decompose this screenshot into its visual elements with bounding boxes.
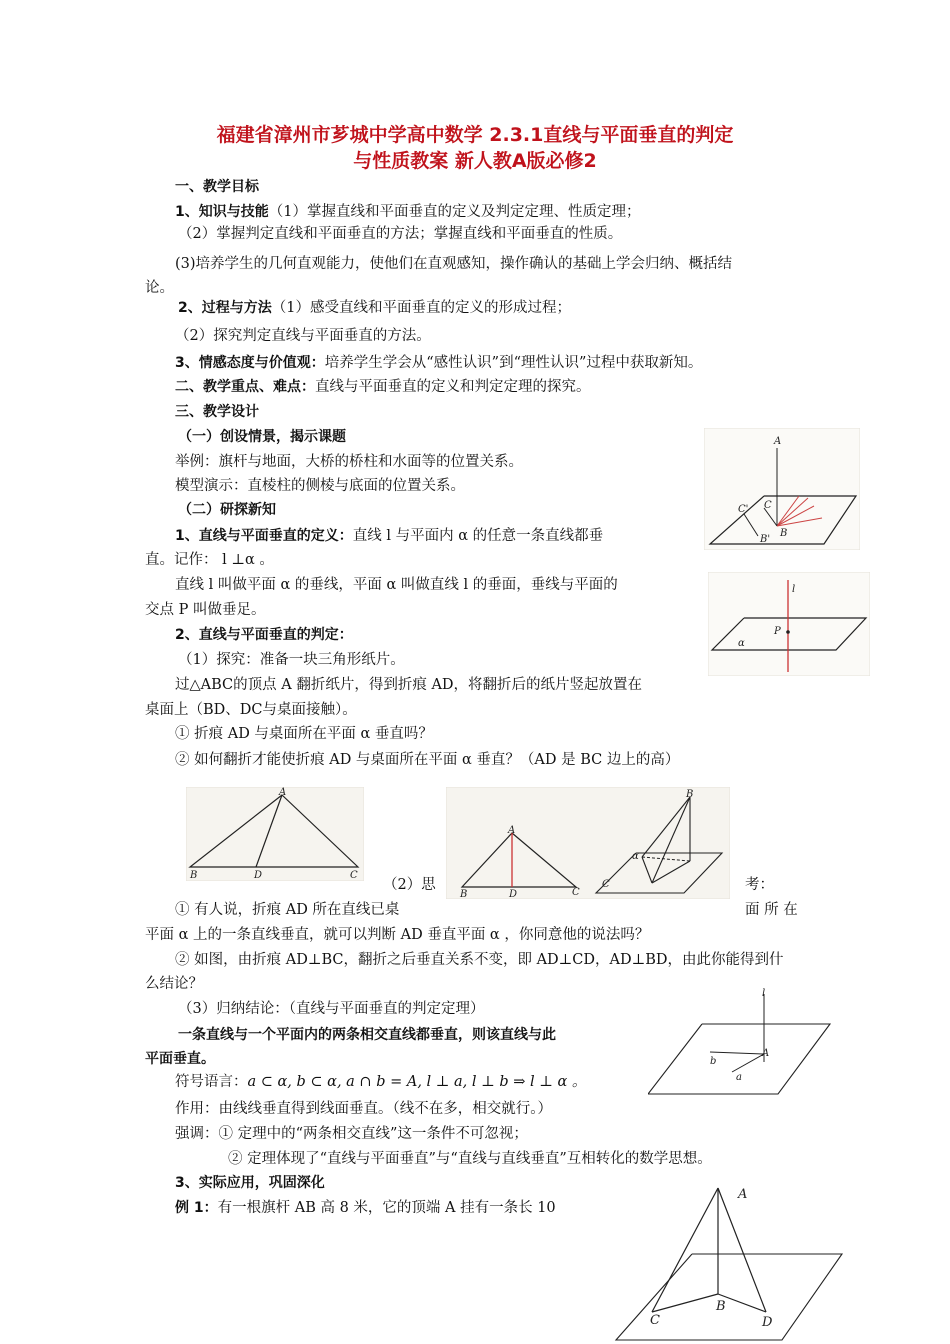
usage-text: 作用：由线线垂直得到线面垂直。（线不在多，相交就行。）: [175, 1101, 552, 1117]
document-title-line2: 与性质教案 新人教A版必修2: [353, 150, 597, 172]
definition-text-b: 直。记作： l ⊥α 。: [145, 552, 274, 568]
fig3-label-2: D: [254, 870, 263, 881]
fig1-label-1: C': [738, 504, 749, 515]
example1-label: 例 1：: [175, 1200, 218, 1216]
fig1-label-0: A: [774, 436, 782, 447]
fig1-label-2: C: [764, 500, 772, 511]
process-label: 2、过程与方法: [178, 300, 272, 316]
question-1: ① 折痕 AD 与桌面所在平面 α 垂直吗？: [175, 726, 433, 742]
think-label-left: （2）思: [383, 877, 436, 893]
knowledge-line-1: [175, 202, 640, 222]
subheading-explore: （二）研探新知: [178, 502, 276, 518]
think-2b: 么结论？: [145, 976, 203, 992]
emotion-label: 3、情感态度与价值观：: [175, 355, 325, 371]
emphasis-1: 强调：① 定理中的“两条相交直线”这一条件不可忽视；: [175, 1126, 528, 1142]
fig6-label-2: C: [650, 1313, 660, 1328]
fig3-label-3: C: [350, 870, 358, 881]
fig3-label-1: B: [190, 870, 198, 881]
definition-label: 1、直线与平面垂直的定义：: [175, 528, 353, 544]
example1-text: 有一根旗杆 AB 高 8 米，它的顶端 A 挂有一条长 10: [217, 1200, 556, 1216]
application-heading: 3、实际应用，巩固深化: [175, 1175, 325, 1191]
figure-theorem: [648, 984, 832, 1096]
figure-line-perp-plane: [704, 428, 860, 550]
definition-text-a: 直线 l 与平面内 α 的任意一条直线都垂: [352, 528, 604, 544]
fig4-label-0: A: [508, 825, 516, 836]
process-line-1: [178, 298, 571, 318]
fig1-label-4: B: [780, 528, 788, 539]
fig6-label-3: D: [762, 1315, 773, 1330]
fig4-label-1: B: [460, 889, 468, 899]
subheading-scenario: （一）创设情景，揭示课题: [178, 429, 346, 445]
knowledge-label: 1、知识与技能: [175, 204, 269, 220]
heading-design: 三、教学设计: [175, 404, 259, 420]
fig5-label-3: a: [736, 1072, 742, 1083]
figure-fold-standing: [446, 787, 730, 899]
inquiry-2: 过△ABC的顶点 A 翻折纸片，得到折痕 AD，将翻折后的纸片竖起放置在: [175, 677, 643, 693]
emotion-line: [175, 353, 702, 373]
theorem-a: 一条直线与一个平面内的两条相交直线都垂直，则该直线与此: [178, 1027, 556, 1043]
fig6-label-0: A: [738, 1187, 748, 1202]
fig3-label-0: A: [279, 787, 287, 798]
inquiry-1: （1）探究：准备一块三角形纸片。: [178, 652, 405, 668]
process-item-1: （1）感受直线和平面垂直的定义的形成过程；: [271, 300, 571, 316]
summary-text: （3）归纳结论：（直线与平面垂直的判定定理）: [178, 1001, 485, 1017]
fig2-label-0: l: [792, 584, 796, 595]
figure-triangle-fold: [186, 787, 364, 881]
fig5-label-1: b: [710, 1056, 717, 1067]
keypoints-line: [175, 377, 591, 397]
foot-text-b: 交点 P 叫做垂足。: [145, 602, 266, 618]
keypoints-text: 直线与平面垂直的定义和判定定理的探究。: [315, 379, 591, 395]
fig1-label-3: B': [760, 534, 771, 545]
fig4-label-3: C: [572, 887, 580, 898]
think-2a: ② 如图，由折痕 AD⊥BC，翻折之后垂直关系不变，即 AD⊥CD，AD⊥BD，由此你能得到什: [175, 952, 784, 968]
fig4-label-6: C: [602, 879, 610, 890]
symbol-label: 符号语言：: [175, 1074, 248, 1090]
theorem-b: 平面垂直。: [145, 1051, 215, 1067]
process-item-2: （2）探究判定直线与平面垂直的方法。: [175, 328, 431, 344]
fig5-label-0: l: [762, 988, 766, 999]
model-text: 模型演示：直棱柱的侧棱与底面的位置关系。: [175, 478, 465, 494]
inquiry-3: 桌面上（BD、DC与桌面接触）。: [145, 702, 357, 718]
fig6-label-1: B: [716, 1299, 726, 1314]
fig2-label-1: P: [774, 626, 781, 637]
figure-foot-of-perpendicular: [708, 572, 870, 676]
fig2-label-2: α: [738, 638, 745, 649]
symbol-formula: a ⊂ α, b ⊂ α, a ∩ b = A, l ⊥ a, l ⊥ b ⇒ l ⊥ α 。: [247, 1074, 587, 1090]
document-title-line1: 福建省漳州市芗城中学高中数学 2.3.1直线与平面垂直的判定: [216, 124, 734, 146]
think-label-right: 考：: [745, 877, 774, 893]
question-2: ② 如何翻折才能使折痕 AD 与桌面所在平面 α 垂直？（AD 是 BC 边上的高）: [175, 752, 680, 768]
figure-flagpole: [612, 1182, 844, 1342]
example-text: 举例：旗杆与地面，大桥的桥柱和水面等的位置关系。: [175, 454, 523, 470]
knowledge-item-3b: 论。: [145, 280, 174, 296]
fig4-label-4: B: [686, 789, 694, 800]
definition-line-a: [175, 526, 603, 546]
fig5-label-2: A: [762, 1048, 770, 1059]
emotion-text: 培养学生学会从“感性认识”到“理性认识”过程中获取新知。: [324, 355, 703, 371]
knowledge-item-1: （1）掌握直线和平面垂直的定义及判定定理、性质定理；: [268, 204, 641, 220]
judgement-label: 2、直线与平面垂直的判定：: [175, 627, 353, 643]
fig4-label-2: D: [509, 889, 518, 899]
think-1-right: 面 所 在: [745, 902, 798, 918]
heading-objectives: 一、教学目标: [175, 179, 259, 195]
knowledge-item-3a: (3)培养学生的几何直观能力，使他们在直观感知，操作确认的基础上学会归纳、概括结: [175, 256, 733, 272]
emphasis-2: ② 定理体现了“直线与平面垂直”与“直线与直线垂直”互相转化的数学思想。: [228, 1151, 712, 1167]
example1-line: [175, 1198, 556, 1218]
symbol-line: [175, 1072, 586, 1092]
fig4-label-5: α: [632, 851, 639, 862]
knowledge-item-2: （2）掌握判定直线和平面垂直的方法；掌握直线和平面垂直的性质。: [178, 226, 623, 242]
foot-text-a: 直线 l 叫做平面 α 的垂线，平面 α 叫做直线 l 的垂面，垂线与平面的: [175, 577, 618, 593]
think-1a: ① 有人说，折痕 AD 所在直线已桌: [175, 902, 400, 918]
think-1b: 平面 α 上的一条直线垂直，就可以判断 AD 垂直平面 α ，你同意他的说法吗？: [145, 927, 650, 943]
keypoints-heading: 二、教学重点、难点：: [175, 379, 315, 395]
